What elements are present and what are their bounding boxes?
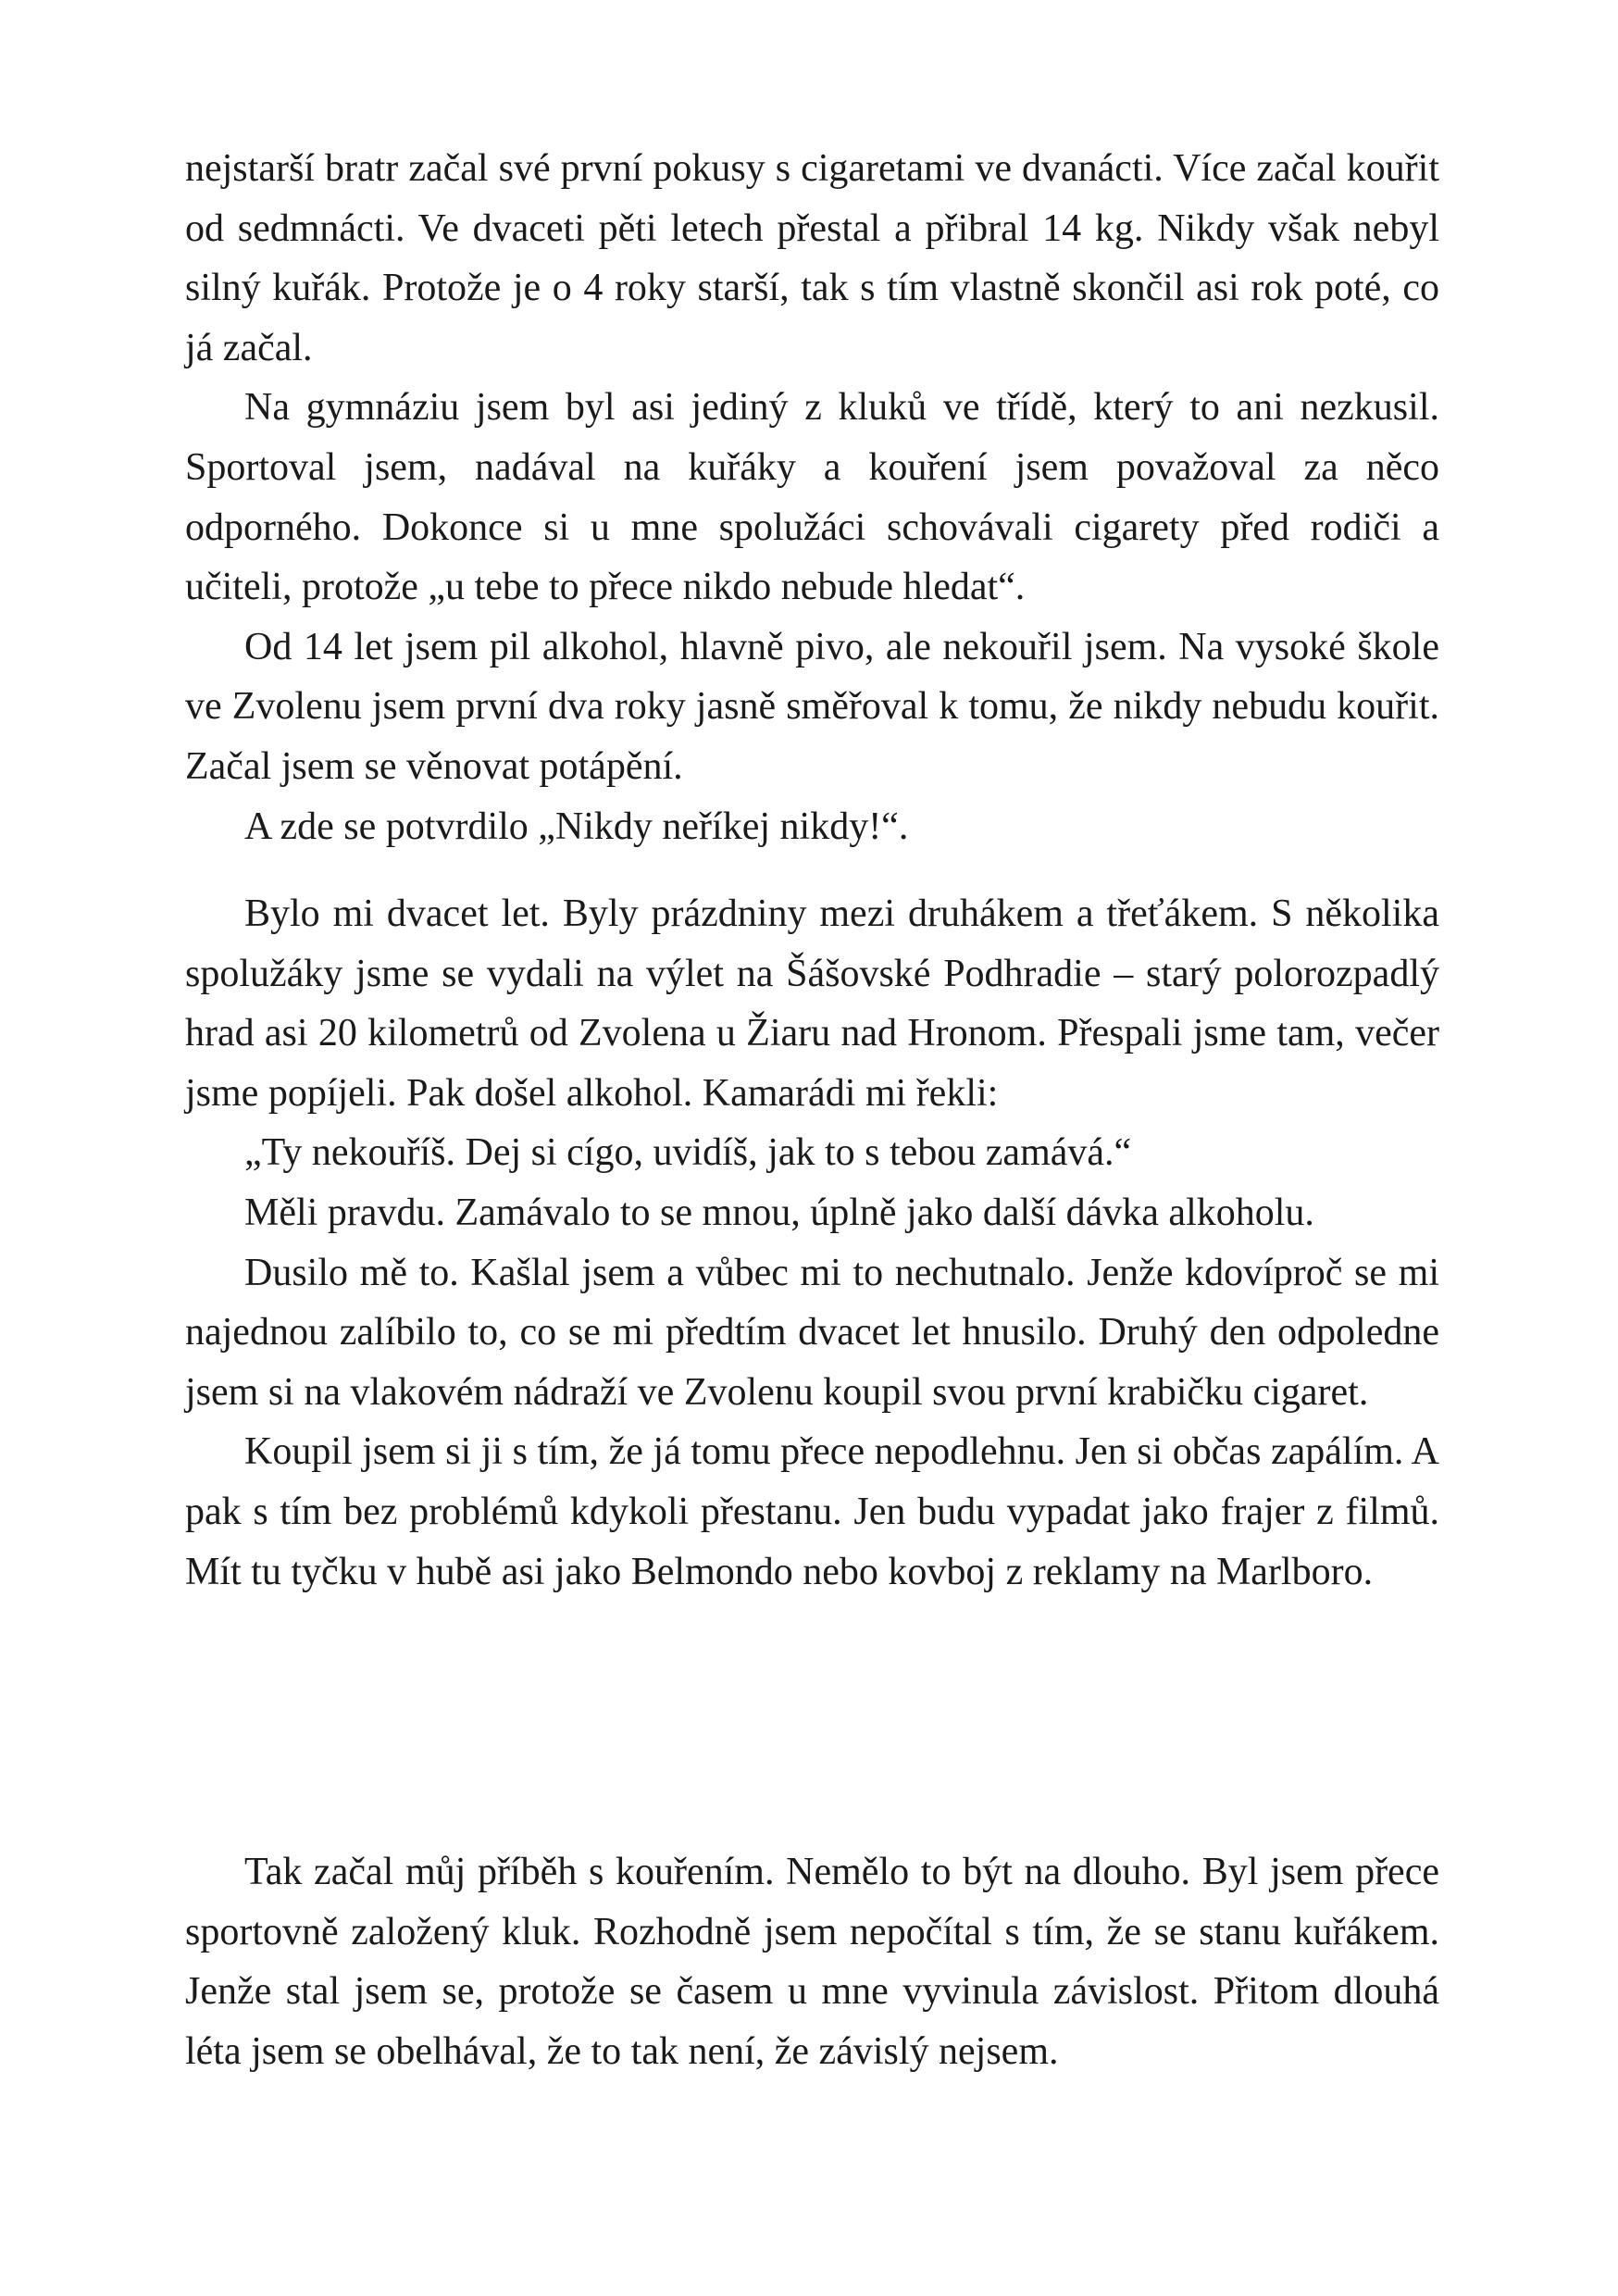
paragraph: Bylo mi dvacet let. Byly prázdniny mezi druhákem a třeťákem. S několika spolužáky jsme se vydali na výlet na Šášovské Podhradie – starý polorozpadlý hrad asi 20 kilometrů od Zvolena u Žiaru nad Hronom. Přespali jsme tam, večer jsme popíjeli. Pak došel alkohol. Kamarádi mi řekli: (185, 892, 1439, 1115)
paragraph: Od 14 let jsem pil alkohol, hlavně pivo, ale nekouřil jsem. Na vysoké škole ve Zvolenu jsem první dva roky jasně směřoval k tomu, že nikdy nebudu kouřit. Začal jsem se věnovat potápění. (185, 625, 1439, 788)
paragraph: Dusilo mě to. Kašlal jsem a vůbec mi to nechutnalo. Jenže kdovíproč se mi najednou zalíbilo to, co se mi předtím dvacet let hnusilo. Druhý den odpoledne jsem si na vlakovém nádraží ve Zvolenu koupil svou první krabičku cigaret. (185, 1251, 1439, 1414)
paragraph: Měli pravdu. Zamávalo to se mnou, úplně jako další dávka alkoholu. (244, 1191, 1314, 1234)
paragraph: A zde se potvrdilo „Nikdy neříkej nikdy!“. (244, 805, 909, 848)
paragraph: Tak začal můj příběh s kouřením. Nemělo to být na dlouho. Byl jsem přece sportovně založený kluk. Rozhodně jsem nepočítal s tím, že se stanu kuřákem. Jenže stal jsem se, protože se časem u mne vyvinula závislost. Přitom dlouhá léta jsem se obelhával, že to tak není, že závislý nejsem. (185, 1851, 1439, 2073)
paragraph: nejstarší bratr začal své první pokusy s cigaretami ve dvanácti. Více začal kouřit od sedmnácti. Ve dvaceti pěti letech přestal a přibral 14 kg. Nikdy však nebyl silný kuřák. Protože je o 4 roky starší, tak s tím vlastně skončil asi rok poté, co já začal. (185, 147, 1439, 369)
paragraph: „Ty nekouříš. Dej si cígo, uvidíš, jak to s tebou zamává.“ (244, 1131, 1132, 1175)
text-section-3 (185, 1842, 1439, 2081)
paragraph: Koupil jsem si ji s tím, že já tomu přece nepodlehnu. Jen si občas zapálím. A pak s tím bez problémů kdykoli přestanu. Jen budu vypadat jako frajer z filmů. Mít tu tyčku v hubě asi jako Belmondo nebo kovboj z reklamy na Marlboro. (185, 1430, 1439, 1593)
text-section-1 (185, 139, 1439, 856)
text-section-2 (185, 884, 1439, 1602)
paragraph: Na gymnáziu jsem byl asi jediný z kluků ve třídě, který to ani nezkusil. Sportoval jsem, nadával na kuřáky a kouření jsem považoval za něco odporného. Dokonce si u mne spolužáci schovávali cigarety před rodiči a učiteli, protože „u tebe to přece nikdo nebude hledat“. (185, 386, 1439, 609)
